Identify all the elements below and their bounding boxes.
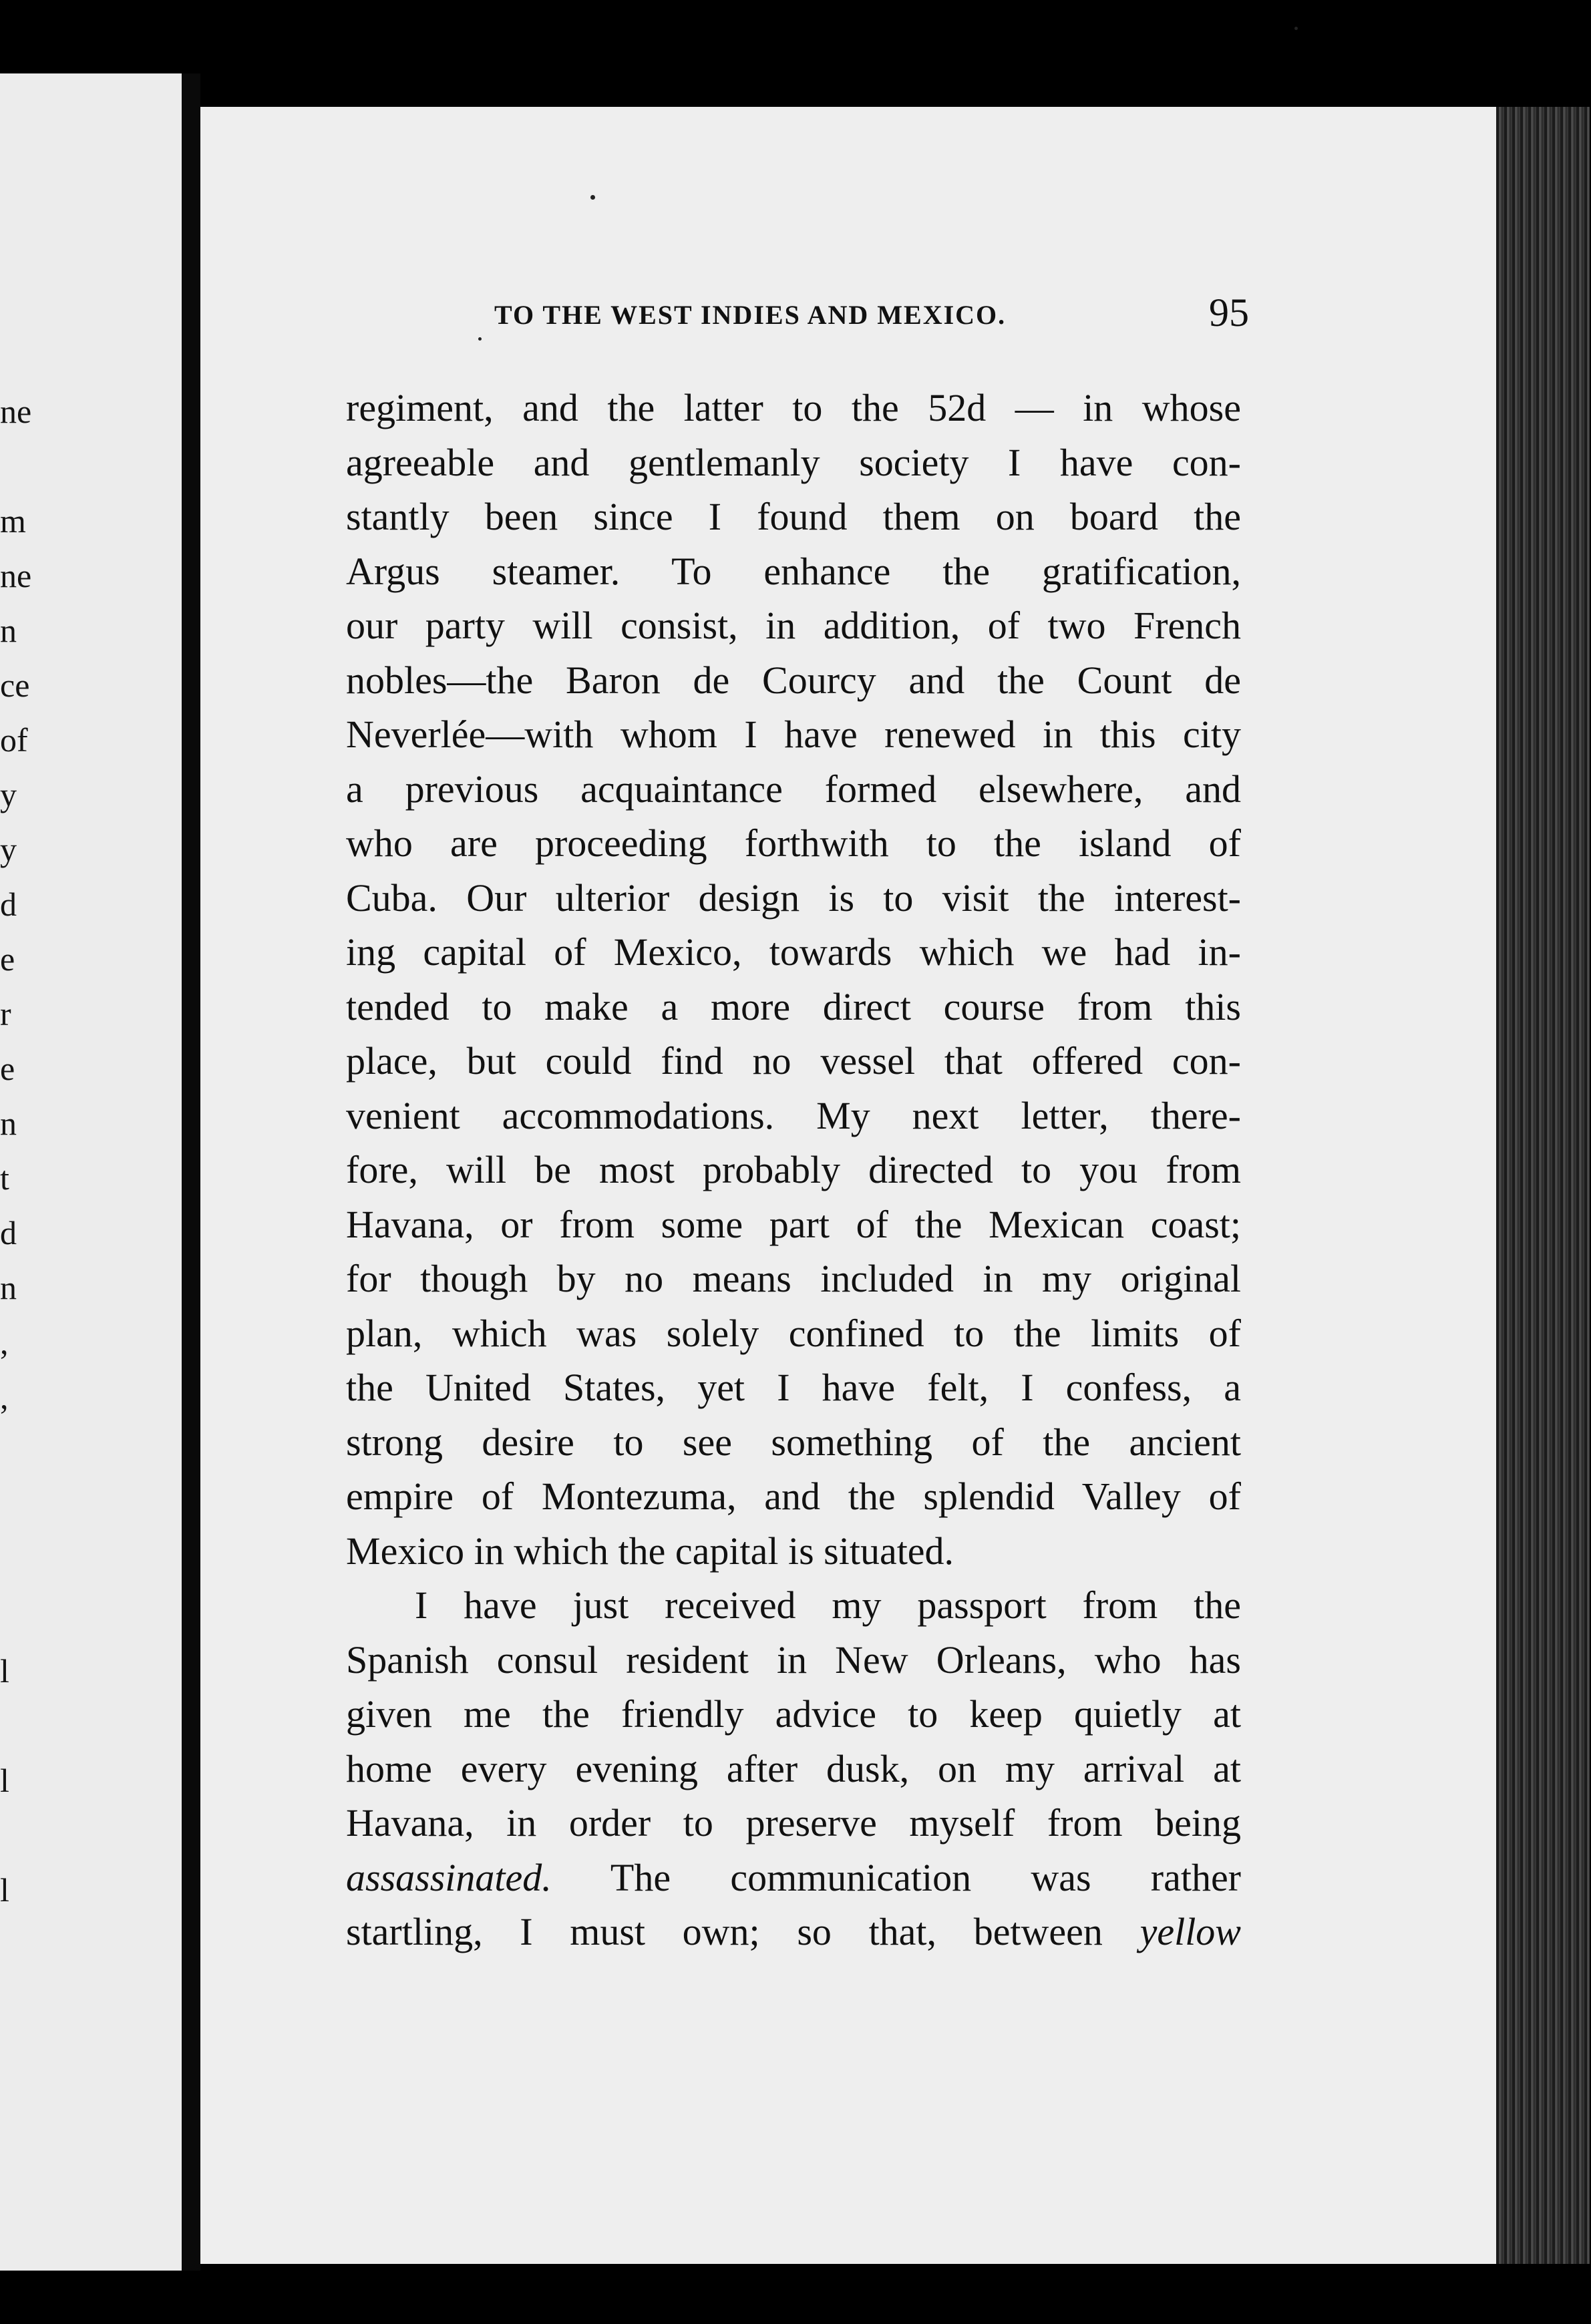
left-page-fragment: y [0, 831, 17, 868]
text-line: Havana, or from some part of the Mexican coast; [346, 1202, 1241, 1246]
left-page-fragment: m [0, 502, 26, 540]
text-line: Neverlée—with whom I have renewed in this city [346, 713, 1241, 756]
text-line: Havana, in order to preserve myself from being [346, 1801, 1241, 1845]
left-page-fragment: of [0, 721, 28, 759]
text-line: who are proceeding forthwith to the island of [346, 821, 1241, 865]
left-page-fragments [0, 384, 32, 1917]
page-number: 95 [1209, 290, 1249, 335]
print-speck [1294, 27, 1298, 30]
left-page-fragment: d [0, 1214, 17, 1251]
paragraph [346, 381, 1241, 1578]
book-gutter [182, 73, 200, 2271]
print-speck [478, 337, 482, 341]
page-edges [1496, 107, 1590, 2264]
text-line: agreeable and gentlemanly society I have con- [346, 440, 1241, 484]
body-text [346, 381, 1241, 1959]
text-line: tended to make a more direct course from this [346, 984, 1241, 1028]
left-page-fragment: , [0, 1378, 9, 1416]
text-line: a previous acquaintance formed elsewhere, and [346, 767, 1241, 811]
left-page-fragment: , [0, 1324, 9, 1361]
italic-text: yellow [1139, 1910, 1241, 1953]
left-page-fragment [0, 1534, 27, 1589]
text-span: startling, I must own; so that, between [346, 1910, 1140, 1953]
left-page-fragment: t [0, 1159, 9, 1197]
text-line [346, 1905, 1241, 1959]
print-speck [590, 195, 595, 200]
left-page-fragment: r [0, 995, 11, 1032]
text-line: Cuba. Our ulterior design is to visit the interest- [346, 876, 1241, 920]
text-line: strong desire to see something of the ancient [346, 1420, 1241, 1464]
left-page-fragment: n [0, 1269, 17, 1306]
italic-text: assassinated. [346, 1855, 552, 1899]
text-line: Spanish consul resident in New Orleans, who has [346, 1637, 1241, 1682]
text-line: nobles—the Baron de Courcy and the Count de [346, 658, 1241, 702]
text-line: for though by no means included in my original [346, 1257, 1241, 1300]
left-page-fragment [0, 1424, 27, 1479]
text-line: stantly been since I found them on board the [346, 495, 1241, 538]
text-line: Argus steamer. To enhance the gratification, [346, 549, 1241, 593]
text-line: venient accommodations. My next letter, there- [346, 1093, 1241, 1137]
text-line: I have just received my passport from the [415, 1583, 1241, 1627]
text-line: the United States, yet I have felt, I confess, a [346, 1366, 1241, 1409]
left-page-fragment: ce [0, 666, 30, 704]
text-line: plan, which was solely confined to the limits of [346, 1311, 1241, 1355]
left-page-fragment: l [0, 1652, 9, 1690]
left-page-fragment: n [0, 1105, 17, 1142]
left-page-fragment [0, 439, 27, 494]
text-line: regiment, and the latter to the 52d — in whose [346, 386, 1241, 429]
text-line: fore, will be most probably directed to you from [346, 1148, 1241, 1191]
text-line: Mexico in which the capital is situated. [346, 1529, 954, 1573]
page-header [494, 290, 1249, 341]
text-line: ing capital of Mexico, towards which we had in- [346, 930, 1241, 974]
running-head: TO THE WEST INDIES AND MEXICO. [494, 300, 1007, 330]
left-page-fragment [0, 1698, 27, 1753]
left-page-fragment: e [0, 940, 15, 978]
text-line [346, 1851, 1241, 1905]
left-page-fragment: d [0, 886, 17, 923]
left-page-fragment: n [0, 612, 17, 649]
left-page-fragment: ne [0, 557, 32, 594]
text-line: place, but could find no vessel that offered con- [346, 1039, 1241, 1083]
text-span: The communication was rather [551, 1855, 1241, 1899]
text-line: given me the friendly advice to keep quietly at [346, 1692, 1241, 1736]
left-page-fragment: y [0, 776, 17, 813]
left-page-fragment: e [0, 1050, 15, 1087]
text-line: home every evening after dusk, on my arrival at [346, 1746, 1241, 1790]
left-page-fragment [0, 1808, 27, 1863]
left-page-fragment [0, 1479, 27, 1534]
left-page-fragment: l [0, 1871, 9, 1909]
left-page-fragment [0, 1589, 27, 1643]
text-line: empire of Montezuma, and the splendid Valley of [346, 1475, 1241, 1518]
left-page-fragment: ne [0, 393, 32, 430]
paragraph [346, 1578, 1241, 1959]
text-line: our party will consist, in addition, of two French [346, 604, 1241, 647]
left-page-fragment: l [0, 1762, 9, 1799]
